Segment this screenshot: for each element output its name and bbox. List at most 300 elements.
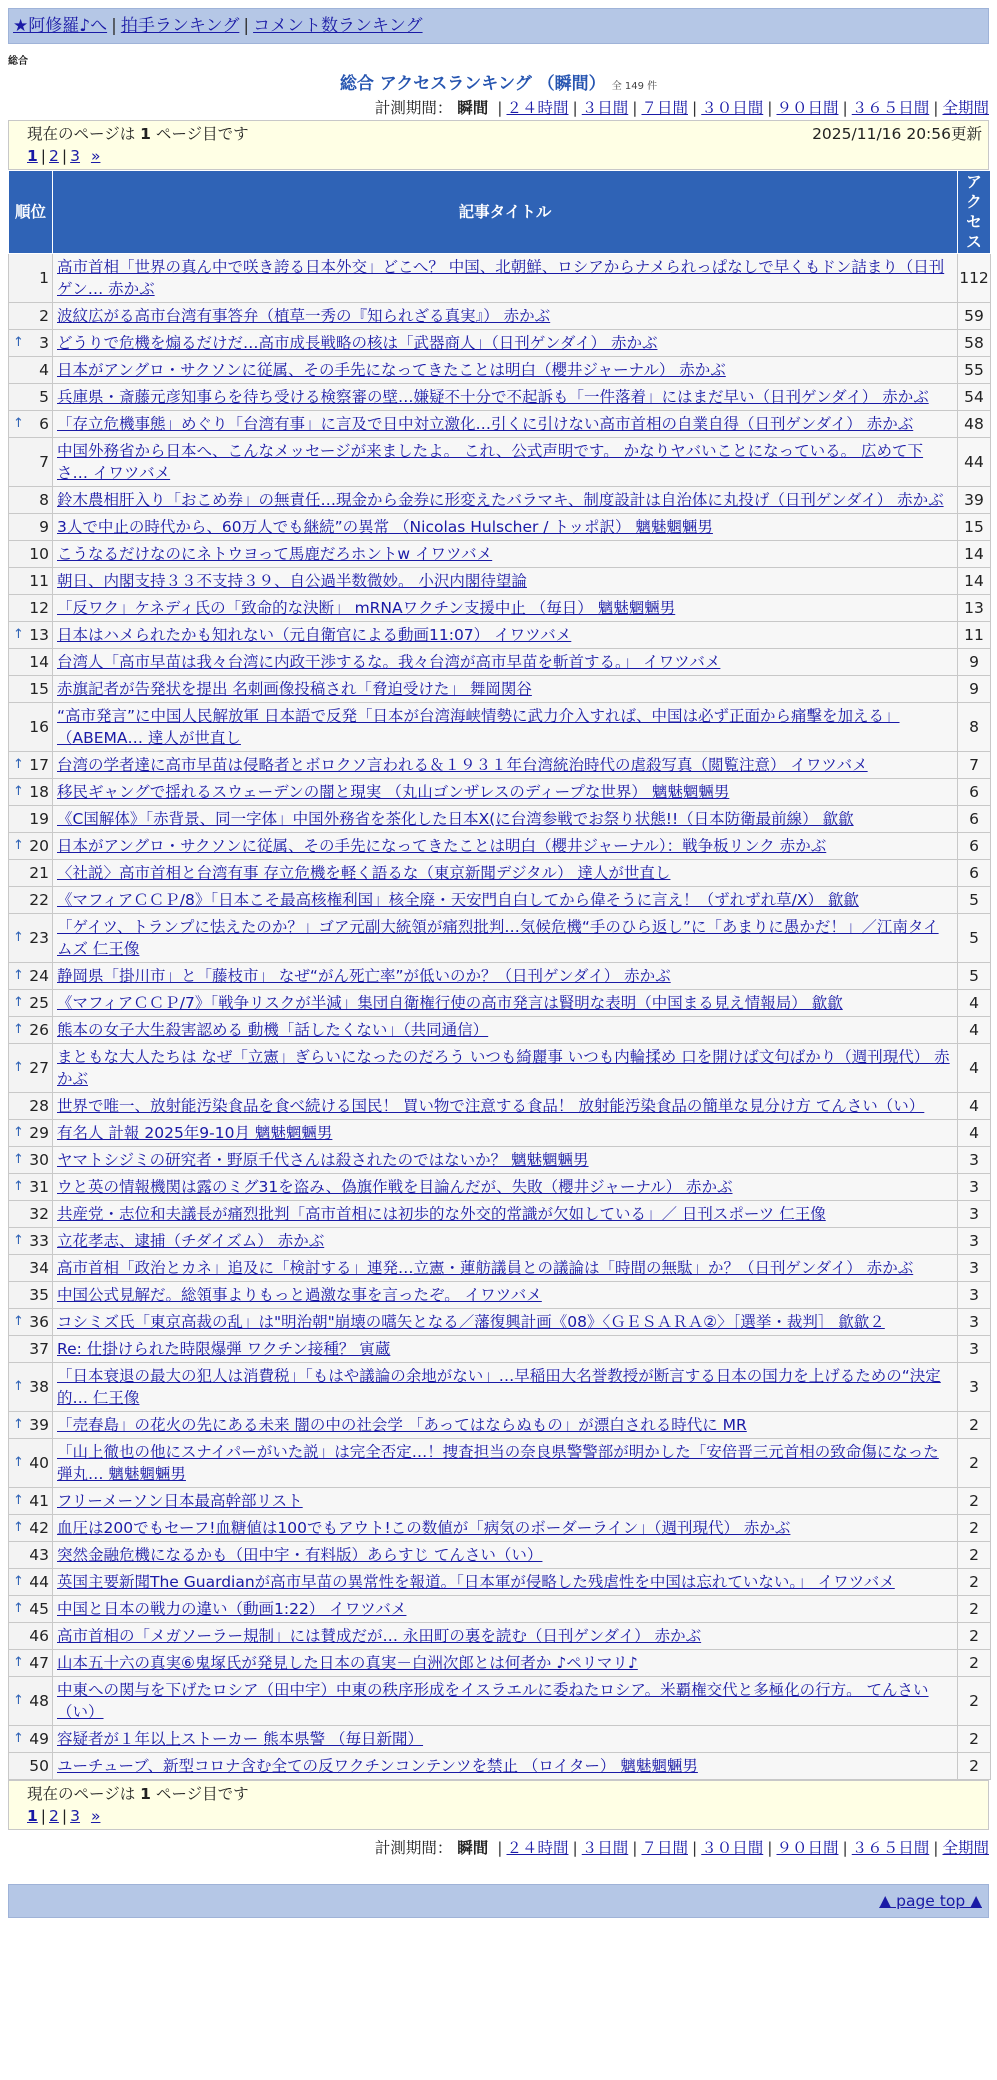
rank-up-arrow-icon: ↑ xyxy=(13,1314,24,1329)
rank-number: 36 xyxy=(29,1313,49,1331)
rank-cell xyxy=(9,779,53,806)
rank-number: 26 xyxy=(29,1021,49,1039)
table-row xyxy=(9,303,991,330)
period-current: 瞬間 xyxy=(457,99,489,117)
access-count: 3 xyxy=(958,1282,991,1309)
rank-number: 35 xyxy=(29,1286,49,1304)
table-row xyxy=(9,1542,991,1569)
article-link[interactable]: 赤旗記者が告発状を提出 名刺画像投稿され「脅迫受けた」 舞岡関谷 xyxy=(57,680,532,698)
pager-page-link[interactable]: 3 xyxy=(70,147,81,165)
title-cell xyxy=(53,1255,958,1282)
article-link[interactable]: 台湾人「高市早苗は我々台湾に内政干渉するな。我々台湾が高市早苗を斬首する。」 イワツバメ xyxy=(57,653,721,671)
rank-number: 47 xyxy=(29,1654,49,1672)
period-separator: | xyxy=(842,99,848,117)
rank-number: 8 xyxy=(39,491,49,509)
access-count: 5 xyxy=(958,963,991,990)
rank-number: 15 xyxy=(29,680,49,698)
access-count: 13 xyxy=(958,595,991,622)
pager-prefix: 現在のページは xyxy=(27,125,136,143)
rank-number: 38 xyxy=(29,1378,49,1396)
rank-up-arrow-icon: ↑ xyxy=(13,416,24,431)
rank-number: 25 xyxy=(29,994,49,1012)
title-cell xyxy=(53,1650,958,1677)
rank-cell xyxy=(9,541,53,568)
rank-cell xyxy=(9,411,53,438)
title-cell xyxy=(53,990,958,1017)
rank-number: 31 xyxy=(29,1178,49,1196)
page-top-link[interactable]: ▲ page top ▲ xyxy=(879,1892,982,1910)
title-cell xyxy=(53,568,958,595)
article-link[interactable]: 「存立危機事態」めぐり「台湾有事」に言及で日中対立激化…引くに引けない高市首相の自業自得（日刊ゲンダイ） 赤かぶ xyxy=(57,415,914,433)
access-count: 3 xyxy=(958,1309,991,1336)
title-cell xyxy=(53,541,958,568)
rank-cell xyxy=(9,1753,53,1780)
title-cell xyxy=(53,1309,958,1336)
title-cell xyxy=(53,384,958,411)
pager-separator: | xyxy=(61,1807,68,1825)
rank-number: 17 xyxy=(29,756,49,774)
rank-number: 3 xyxy=(39,334,49,352)
table-row xyxy=(9,357,991,384)
pager-page-link[interactable]: 2 xyxy=(49,147,59,165)
rank-number: 41 xyxy=(29,1492,49,1510)
table-row xyxy=(9,914,991,963)
title-cell xyxy=(53,779,958,806)
period-separator: | xyxy=(767,1839,773,1857)
clap-ranking-link[interactable]: 拍手ランキング xyxy=(120,16,240,36)
article-link[interactable]: フリーメーソン日本最高幹部リスト xyxy=(57,1492,303,1510)
article-link[interactable]: 台湾の学者達に高市早苗は侵略者とボロクソ言われる＆１９３１年台湾統治時代の虐殺写真（閲覧注意） イワツバメ xyxy=(57,756,868,774)
title-cell xyxy=(53,1282,958,1309)
access-count: 2 xyxy=(958,1650,991,1677)
period-link[interactable]: 全期間 xyxy=(942,1839,989,1857)
title-cell xyxy=(53,1753,958,1780)
article-link[interactable]: ヤマトシジミの研究者・野原千代さんは殺されたのではないか？ 魑魅魍魎男 xyxy=(57,1151,589,1169)
table-row xyxy=(9,963,991,990)
period-separator: | xyxy=(497,99,503,117)
pager-bottom xyxy=(8,1780,989,1830)
pager-suffix: ページ目です xyxy=(155,125,249,143)
table-row xyxy=(9,1093,991,1120)
title-cell xyxy=(53,303,958,330)
article-link[interactable]: 有名人 計報 2025年9-10月 魑魅魍魎男 xyxy=(57,1124,333,1142)
article-link[interactable]: 山本五十六の真実⑥鬼塚氏が発見した日本の真実－白洲次郎とは何者か ♪ペリマリ♪ xyxy=(57,1654,638,1672)
title-cell xyxy=(53,1596,958,1623)
period-link[interactable]: ２４時間 xyxy=(506,1839,569,1857)
rank-cell xyxy=(9,1147,53,1174)
table-row xyxy=(9,1147,991,1174)
table-row xyxy=(9,1439,991,1488)
pager-links xyxy=(27,1805,988,1827)
access-count: 3 xyxy=(958,1147,991,1174)
table-row xyxy=(9,1623,991,1650)
period-selector xyxy=(8,96,989,120)
article-link[interactable]: 中東への関与を下げたロシア（田中宇）中東の秩序形成をイスラエルに委ねたロシア。米覇権交代と多極化の行方。 てんさい（い） xyxy=(57,1681,929,1721)
period-separator: | xyxy=(572,99,578,117)
rank-number: 22 xyxy=(29,891,49,909)
access-count: 55 xyxy=(958,357,991,384)
rank-number: 23 xyxy=(29,929,49,947)
article-link[interactable]: 熊本の女子大生殺害認める 動機「話したくない」（共同通信） xyxy=(57,1021,489,1039)
rank-up-arrow-icon: ↑ xyxy=(13,1379,24,1394)
rank-cell xyxy=(9,1336,53,1363)
period-link[interactable]: ３日間 xyxy=(581,99,629,117)
rank-number: 21 xyxy=(29,864,49,882)
pager-top xyxy=(8,120,989,170)
period-link[interactable]: ３６５日間 xyxy=(851,99,930,117)
title-cell xyxy=(53,1147,958,1174)
period-current: 瞬間 xyxy=(457,1839,489,1857)
access-count: 2 xyxy=(958,1569,991,1596)
title-cell xyxy=(53,1228,958,1255)
article-link[interactable]: 日本はハメられたかも知れない（元自衛官による動画11:07） イワツバメ xyxy=(57,626,572,644)
table-row xyxy=(9,1120,991,1147)
article-link[interactable]: 鈴木農相肝入り「おこめ券」の無責任…現金から金券に形変えたバラマキ、制度設計は自治体に丸投げ（日刊ゲンダイ） 赤かぶ xyxy=(57,491,944,509)
article-link[interactable]: 中国外務省から日本へ、こんなメッセージが来ましたよ。 これ、公式声明です。 かなりヤバいことになっている。 広めて下さ… イワツバメ xyxy=(57,442,924,482)
period-separator: | xyxy=(632,1839,638,1857)
article-link[interactable]: 《マフィアＣＣＰ/7》「戦争リスクが半減」集団自衛権行使の高市発言は賢明な表明（中国まる見え情報局） 歙歙 xyxy=(57,994,843,1012)
access-count: 3 xyxy=(958,1201,991,1228)
access-count: 3 xyxy=(958,1228,991,1255)
rank-up-arrow-icon: ↑ xyxy=(13,930,24,945)
rank-cell xyxy=(9,1093,53,1120)
article-link[interactable]: 兵庫県・斎藤元彦知事らを待ち受ける検察審の壁…嫌疑不十分で不起訴も「一件落着」にはまだ早い（日刊ゲンダイ） 赤かぶ xyxy=(57,388,929,406)
period-link[interactable]: ７日間 xyxy=(641,99,688,117)
rank-up-arrow-icon: ↑ xyxy=(13,1520,24,1535)
rank-cell xyxy=(9,1363,53,1412)
col-rank-header: 順位 xyxy=(9,171,53,254)
rank-cell xyxy=(9,1044,53,1093)
rank-cell xyxy=(9,1569,53,1596)
rank-number: 2 xyxy=(39,307,49,325)
rank-cell xyxy=(9,990,53,1017)
article-link[interactable]: 高市首相の「メガソーラー規制」には賛成だが… 永田町の裏を読む（日刊ゲンダイ） 赤かぶ xyxy=(57,1627,702,1645)
rank-number: 11 xyxy=(29,572,49,590)
pager-separator xyxy=(83,147,88,165)
period-separator: | xyxy=(767,99,773,117)
title-cell xyxy=(53,1120,958,1147)
title-cell xyxy=(53,254,958,303)
article-link[interactable]: ウと英の情報機関は露のミグ31を盗み、偽旗作戦を目論んだが、失敗（櫻井ジャーナル） 赤かぶ xyxy=(57,1178,733,1196)
article-link[interactable]: “高市発言”に中国人民解放軍 日本語で反発「日本が台湾海峡情勢に武力介入すれば、中国は必ず正面から痛擊を加える」（ABEMA… 達人が世直し xyxy=(57,707,900,747)
rank-up-arrow-icon: ↑ xyxy=(13,1152,24,1167)
access-count: 2 xyxy=(958,1439,991,1488)
rank-cell xyxy=(9,806,53,833)
table-row xyxy=(9,622,991,649)
table-row xyxy=(9,1650,991,1677)
access-count: 11 xyxy=(958,622,991,649)
rank-cell xyxy=(9,860,53,887)
access-count: 6 xyxy=(958,860,991,887)
access-count: 8 xyxy=(958,703,991,752)
article-link[interactable]: 移民ギャングで揺れるスウェーデンの闇と現実 （丸山ゴンザレスのディープな世界） 魑魅魍魎男 xyxy=(57,783,730,801)
rank-number: 10 xyxy=(29,545,49,563)
rank-number: 44 xyxy=(29,1573,49,1591)
rank-cell xyxy=(9,676,53,703)
section-label: 総合 xyxy=(8,56,28,67)
table-row xyxy=(9,1488,991,1515)
table-row xyxy=(9,990,991,1017)
access-count: 5 xyxy=(958,887,991,914)
article-link[interactable]: 《マフィアＣＣＰ/8》「日本こそ最高核権利国」核全廃・天安門自白してから偉そうに言え！（ずれずれ草/X） 歙歙 xyxy=(57,891,859,909)
article-link[interactable]: 「日本衰退の最大の犯人は消費税」「もはや議論の余地がない」…早稲田大名誉教授が断言する日本の国力を上げるための“決定的… 仁王像 xyxy=(57,1367,941,1407)
article-link[interactable]: 突然金融危機になるかも（田中宇・有料版）あらすじ てんさい（い） xyxy=(57,1546,543,1564)
access-count: 2 xyxy=(958,1488,991,1515)
title-cell xyxy=(53,1439,958,1488)
rank-number: 45 xyxy=(29,1600,49,1618)
article-link[interactable]: 〈社説〉高市首相と台湾有事 存立危機を軽く語るな（東京新聞デジタル） 達人が世直し xyxy=(57,864,671,882)
rank-cell xyxy=(9,568,53,595)
table-row xyxy=(9,1282,991,1309)
pager-separator: | xyxy=(40,1807,47,1825)
access-count: 2 xyxy=(958,1412,991,1439)
rank-number: 6 xyxy=(39,415,49,433)
table-row xyxy=(9,703,991,752)
rank-cell xyxy=(9,487,53,514)
title-cell xyxy=(53,703,958,752)
access-count: 58 xyxy=(958,330,991,357)
title-cell xyxy=(53,1542,958,1569)
rank-number: 19 xyxy=(29,810,49,828)
table-row xyxy=(9,1336,991,1363)
period-link[interactable]: ９０日間 xyxy=(776,1839,839,1857)
pager-page-link[interactable]: 2 xyxy=(49,1807,59,1825)
table-row xyxy=(9,1044,991,1093)
access-count: 3 xyxy=(958,1174,991,1201)
article-link[interactable]: 中国公式見解だ。総領事よりもっと過激な事を言ったぞ。 イワツバメ xyxy=(57,1286,542,1304)
rank-up-arrow-icon: ↑ xyxy=(13,995,24,1010)
rank-up-arrow-icon: ↑ xyxy=(13,1731,24,1746)
article-link[interactable]: 「売春島」の花火の先にある未来 闇の中の社会学 「あってはならぬもの」が漂白される時代に MR xyxy=(57,1416,747,1434)
table-row xyxy=(9,254,991,303)
article-link[interactable]: ユーチューブ、新型コロナ含む全ての反ワクチンコンテンツを禁止 （ロイター） 魑魅魍魎男 xyxy=(57,1757,698,1775)
table-row xyxy=(9,676,991,703)
period-separator: | xyxy=(842,1839,848,1857)
rank-number: 49 xyxy=(29,1730,49,1748)
rank-cell xyxy=(9,254,53,303)
article-link[interactable]: 静岡県「掛川市」と「藤枝市」 なぜ“がん死亡率”が低いのか？（日刊ゲンダイ） 赤かぶ xyxy=(57,967,671,985)
rank-up-arrow-icon: ↑ xyxy=(13,1693,24,1708)
title-cell xyxy=(53,1017,958,1044)
article-link[interactable]: こうなるだけなのにネトウヨって馬鹿だろホントw イワツバメ xyxy=(57,545,493,563)
ranking-table xyxy=(8,170,991,1780)
rank-number: 4 xyxy=(39,361,49,379)
title-cell xyxy=(53,1569,958,1596)
period-link[interactable]: ３０日間 xyxy=(701,1839,764,1857)
period-link[interactable]: ２４時間 xyxy=(506,99,569,117)
total-count: 全 149 件 xyxy=(611,81,658,92)
pager-suffix: ページ目です xyxy=(155,1785,249,1803)
ranking-title: 総合 アクセスランキング （瞬間） xyxy=(339,74,606,94)
article-link[interactable]: 血圧は200でもセーフ!血糖値は100でもアウト!この数値が「病気のボーダーライン」（週刊現代） 赤かぶ xyxy=(57,1519,791,1537)
rank-number: 48 xyxy=(29,1692,49,1710)
access-count: 3 xyxy=(958,1336,991,1363)
rank-number: 24 xyxy=(29,967,49,985)
title-cell xyxy=(53,1336,958,1363)
rank-cell xyxy=(9,384,53,411)
access-count: 54 xyxy=(958,384,991,411)
rank-cell xyxy=(9,1228,53,1255)
article-link[interactable]: 「山上徹也の他にスナイパーがいた説」は完全否定…！捜査担当の奈良県警警部が明かした「安倍晋三元首相の致命傷になった弾丸… 魑魅魍魎男 xyxy=(57,1443,939,1483)
table-row xyxy=(9,1677,991,1726)
title-cell xyxy=(53,1201,958,1228)
period-link[interactable]: ９０日間 xyxy=(776,99,839,117)
article-link[interactable]: 高市首相「政治とカネ」追及に「検討する」連発…立憲・蓮舫議員との議論は「時間の無駄」か？（日刊ゲンダイ） 赤かぶ xyxy=(57,1259,914,1277)
article-link[interactable]: 英国主要新聞The Guardianが高市早苗の異常性を報道。「日本軍が侵略した残虐性を中国は忘れていない。」 イワツバメ xyxy=(57,1573,895,1591)
article-link[interactable]: Re: 仕掛けられた時限爆弾 ワクチン接種？ 寅蔵 xyxy=(57,1340,391,1358)
rank-number: 13 xyxy=(29,626,49,644)
period-separator: | xyxy=(692,1839,698,1857)
table-row xyxy=(9,1363,991,1412)
table-row xyxy=(9,411,991,438)
article-link[interactable]: まともな大人たちは なぜ「立憲」ぎらいになったのだろう いつも綺麗事 いつも内輪揉め 口を開けば文句ばかり（週刊現代） 赤かぶ xyxy=(57,1048,950,1088)
table-row xyxy=(9,860,991,887)
rank-number: 30 xyxy=(29,1151,49,1169)
article-link[interactable]: 立花孝志、逮捕（チダイズム） 赤かぶ xyxy=(57,1232,325,1250)
rank-up-arrow-icon: ↑ xyxy=(13,784,24,799)
access-count: 2 xyxy=(958,1677,991,1726)
period-label: 計測期間： xyxy=(374,1839,453,1857)
access-count: 112 xyxy=(958,254,991,303)
table-row xyxy=(9,568,991,595)
rank-up-arrow-icon: ↑ xyxy=(13,627,24,642)
rank-cell xyxy=(9,1596,53,1623)
table-row xyxy=(9,1174,991,1201)
table-row xyxy=(9,1726,991,1753)
rank-number: 43 xyxy=(29,1546,49,1564)
table-row xyxy=(9,887,991,914)
period-selector-bottom xyxy=(8,1834,989,1862)
pager-separator: | xyxy=(40,147,47,165)
updated-timestamp: 2025/11/16 20:56更新 xyxy=(812,125,982,143)
pager-current: 1 xyxy=(140,125,151,143)
period-link[interactable]: ３６５日間 xyxy=(851,1839,930,1857)
period-separator: | xyxy=(632,99,638,117)
article-link[interactable]: 波紋広がる高市台湾有事答弁（植草一秀の『知られざる真実』） 赤かぶ xyxy=(57,307,551,325)
access-count: 6 xyxy=(958,833,991,860)
period-label: 計測期間： xyxy=(374,99,453,117)
title-cell xyxy=(53,649,958,676)
rank-up-arrow-icon: ↑ xyxy=(13,1233,24,1248)
article-link[interactable]: 高市首相「世界の真ん中で咲き誇る日本外交」どこへ？ 中国、北朝鮮、ロシアからナメられっぱなしで早くもドン詰まり（日刊ゲン… 赤かぶ xyxy=(57,258,945,298)
rank-cell xyxy=(9,914,53,963)
access-count: 9 xyxy=(958,649,991,676)
period-link[interactable]: 全期間 xyxy=(942,99,989,117)
table-row xyxy=(9,487,991,514)
nav-separator: | xyxy=(243,16,250,36)
table-row xyxy=(9,1017,991,1044)
title-cell xyxy=(53,330,958,357)
comment-ranking-link[interactable]: コメント数ランキング xyxy=(253,16,423,36)
title-cell xyxy=(53,1363,958,1412)
site-home-link[interactable]: ★阿修羅♪へ xyxy=(13,16,108,36)
rank-up-arrow-icon: ↑ xyxy=(13,1574,24,1589)
article-link[interactable]: 3人で中止の時代から、60万人でも継続”の異常 （Nicolas Hulscher / トッポ訳） 魑魅魍魎男 xyxy=(57,518,713,536)
article-link[interactable]: 世界で唯一、放射能汚染食品を食べ続ける国民！ 買い物で注意する食品！ 放射能汚染食品の簡単な見分け方 てんさい（い） xyxy=(57,1097,925,1115)
pager-page-link[interactable]: 1 xyxy=(27,1807,38,1825)
period-link[interactable]: ３０日間 xyxy=(701,99,764,117)
article-link[interactable]: どうりで危機を煽るだけだ…高市成長戦略の核は「武器商人」（日刊ゲンダイ） 赤かぶ xyxy=(57,334,658,352)
access-count: 4 xyxy=(958,1120,991,1147)
title-cell xyxy=(53,411,958,438)
table-row xyxy=(9,1201,991,1228)
title-cell xyxy=(53,487,958,514)
table-header xyxy=(9,171,991,254)
page-title xyxy=(8,72,989,96)
title-cell xyxy=(53,1515,958,1542)
pager-status xyxy=(27,1783,249,1805)
period-link[interactable]: ７日間 xyxy=(641,1839,688,1857)
table-row xyxy=(9,1255,991,1282)
title-cell xyxy=(53,887,958,914)
rank-number: 18 xyxy=(29,783,49,801)
article-link[interactable]: 朝日、内閣支持３３不支持３９、自公過半数微妙。 小沢内閣待望論 xyxy=(57,572,527,590)
table-row xyxy=(9,1596,991,1623)
article-link[interactable]: 日本がアングロ・サクソンに従属、その手先になってきたことは明白（櫻井ジャーナル） 赤かぶ xyxy=(57,361,726,379)
period-link[interactable]: ３日間 xyxy=(581,1839,629,1857)
rank-up-arrow-icon: ↑ xyxy=(13,335,24,350)
rank-cell xyxy=(9,330,53,357)
article-link[interactable]: 容疑者が１年以上ストーカー 熊本県警 （毎日新聞） xyxy=(57,1730,424,1748)
article-link[interactable]: 《C国解体》「赤背景、同一字体」中国外務省を茶化した日本X(に台湾参戦でお祭り状態!!（日本防衛最前線） 歙歙 xyxy=(57,810,854,828)
rank-cell xyxy=(9,357,53,384)
period-separator: | xyxy=(933,99,939,117)
pager-page-link[interactable]: 1 xyxy=(27,147,38,165)
article-link[interactable]: 「ゲイツ、トランプに怯えたのか？」ゴア元副大統領が痛烈批判…気候危機“手のひら返し”に「あまりに愚かだ！」／江南タイムズ 仁王像 xyxy=(57,918,939,958)
title-cell xyxy=(53,1412,958,1439)
article-link[interactable]: 「反ワク」ケネディ氏の「致命的な決断」 mRNAワクチン支援中止 （毎日） 魑魅魍魎男 xyxy=(57,599,676,617)
article-link[interactable]: 日本がアングロ・サクソンに従属、その手先になってきたことは明白（櫻井ジャーナル）：戦争板リンク 赤かぶ xyxy=(57,837,827,855)
rank-number: 27 xyxy=(29,1059,49,1077)
title-cell xyxy=(53,806,958,833)
pager-prefix: 現在のページは xyxy=(27,1785,136,1803)
pager-next-link[interactable]: » xyxy=(90,147,101,165)
rank-number: 12 xyxy=(29,599,49,617)
article-link[interactable]: 中国と日本の戦力の違い（動画1:22） イワツバメ xyxy=(57,1600,407,1618)
table-row xyxy=(9,1412,991,1439)
rank-cell xyxy=(9,1309,53,1336)
pager-page-link[interactable]: 3 xyxy=(70,1807,81,1825)
title-cell xyxy=(53,595,958,622)
rank-number: 33 xyxy=(29,1232,49,1250)
period-separator: | xyxy=(692,99,698,117)
col-access-header: アクセス xyxy=(958,171,991,254)
rank-number: 50 xyxy=(29,1757,49,1775)
rank-up-arrow-icon: ↑ xyxy=(13,1022,24,1037)
rank-cell xyxy=(9,1488,53,1515)
access-count: 6 xyxy=(958,806,991,833)
table-row xyxy=(9,330,991,357)
rank-up-arrow-icon: ↑ xyxy=(13,968,24,983)
rank-number: 28 xyxy=(29,1097,49,1115)
article-link[interactable]: コシミズ氏「東京高裁の乱」は"明治朝"崩壊の嚆矢となる／藩復興計画《08》〈ＧＥＳＡＲＡ②〉［選挙・裁判］ 歙歙２ xyxy=(57,1313,885,1331)
rank-cell xyxy=(9,303,53,330)
pager-links xyxy=(27,145,988,167)
rank-cell xyxy=(9,963,53,990)
period-separator: | xyxy=(933,1839,939,1857)
rank-number: 37 xyxy=(29,1340,49,1358)
pager-next-link[interactable]: » xyxy=(90,1807,101,1825)
rank-up-arrow-icon: ↑ xyxy=(13,1179,24,1194)
top-nav xyxy=(8,8,989,44)
col-title-header: 記事タイトル xyxy=(53,171,958,254)
rank-cell xyxy=(9,1412,53,1439)
table-row xyxy=(9,541,991,568)
rank-cell xyxy=(9,1255,53,1282)
title-cell xyxy=(53,622,958,649)
rank-number: 34 xyxy=(29,1259,49,1277)
article-link[interactable]: 共産党・志位和夫議長が痛烈批判「高市首相には初歩的な外交的常識が欠如している」／ 日刊スポーツ 仁王像 xyxy=(57,1205,826,1223)
